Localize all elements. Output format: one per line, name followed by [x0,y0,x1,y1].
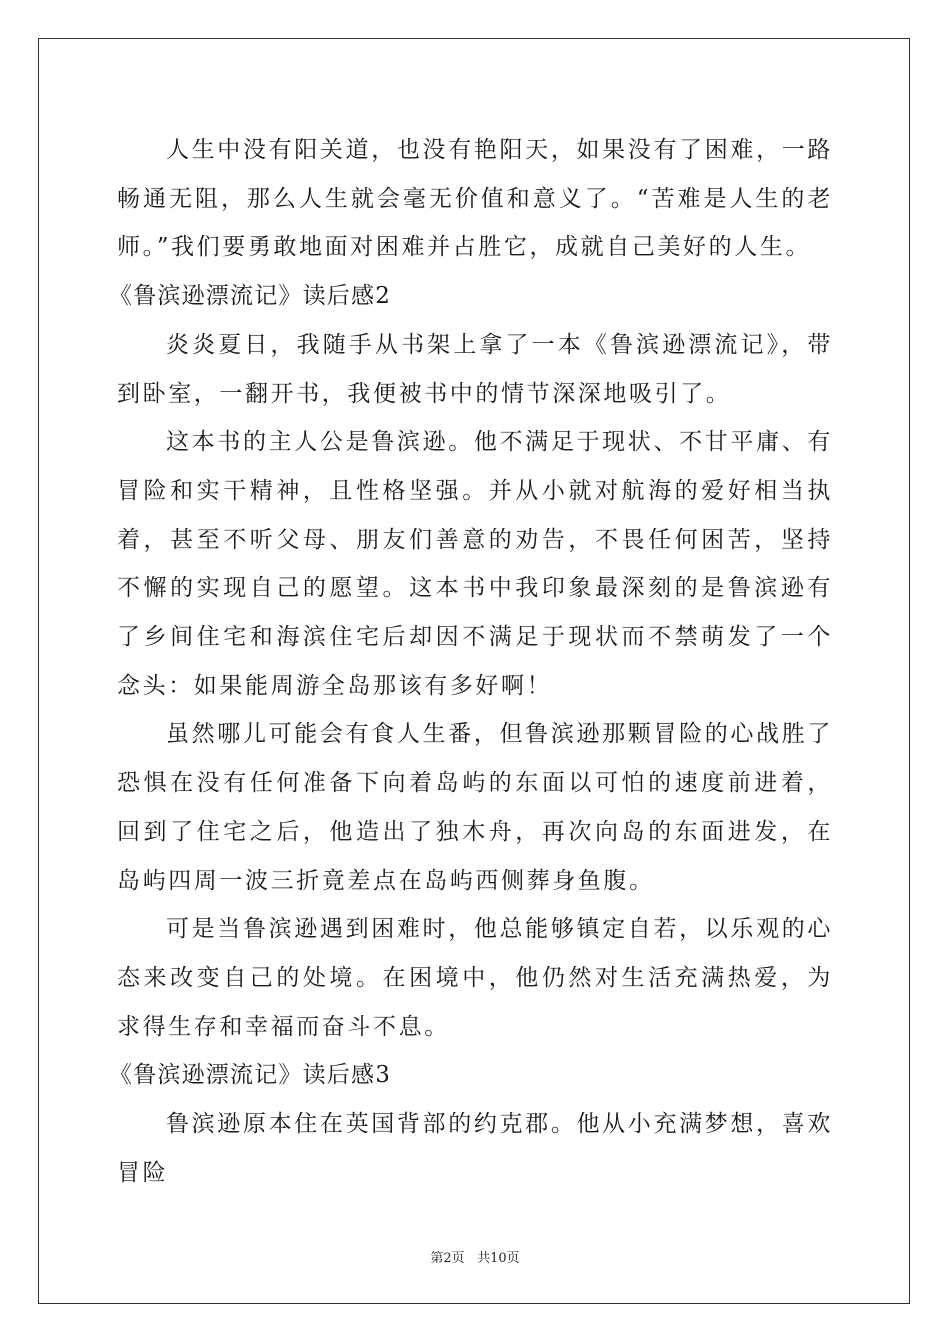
section-heading: 《鲁滨逊漂流记》读后感3 [109,1062,392,1089]
document-body [109,126,833,1197]
paragraph: 可是当鲁滨逊遇到困难时，他总能够镇定自若，以乐观的心态来改变自己的处境。在困境中，他仍然对生活充满热爱，为求得生存和幸福而奋斗不息。 [117,916,833,1040]
page-footer [0,1247,950,1266]
page-number: 第2页 [430,1251,465,1266]
page-total: 共10页 [477,1251,520,1266]
paragraph: 虽然哪儿可能会有食人生番，但鲁滨逊那颗冒险的心战胜了恐惧在没有任何准备下向着岛屿的东面以可怕的速度前进着，回到了住宅之后，他造出了独木舟，再次向岛的东面进发，在岛屿四周一波三折竟差点在岛屿西侧葬身鱼腹。 [117,721,833,894]
paragraph: 这本书的主人公是鲁滨逊。他不满足于现状、不甘平庸、有冒险和实干精神，且性格坚强。并从小就对航海的爱好相当执着，甚至不听父母、朋友们善意的劝告，不畏任何困苦，坚持不懈的实现自己的愿望。这本书中我印象最深刻的是鲁滨逊有了乡间住宅和海滨住宅后却因不满足于现状而不禁萌发了一个念头：如果能周游全岛那该有多好啊！ [117,429,833,699]
paragraph: 人生中没有阳关道，也没有艳阳天，如果没有了困难，一路畅通无阻，那么人生就会毫无价值和意义了。“苦难是人生的老师。”我们要勇敢地面对困难并占胜它，成就自己美好的人生。 [117,137,833,261]
paragraph: 炎炎夏日，我随手从书架上拿了一本《鲁滨逊漂流记》，带到卧室，一翻开书，我便被书中的情节深深地吸引了。 [117,331,833,407]
paragraph: 鲁滨逊原本住在英国背部的约克郡。他从小充满梦想，喜欢冒险 [117,1111,833,1186]
section-heading: 《鲁滨逊漂流记》读后感2 [109,283,392,310]
